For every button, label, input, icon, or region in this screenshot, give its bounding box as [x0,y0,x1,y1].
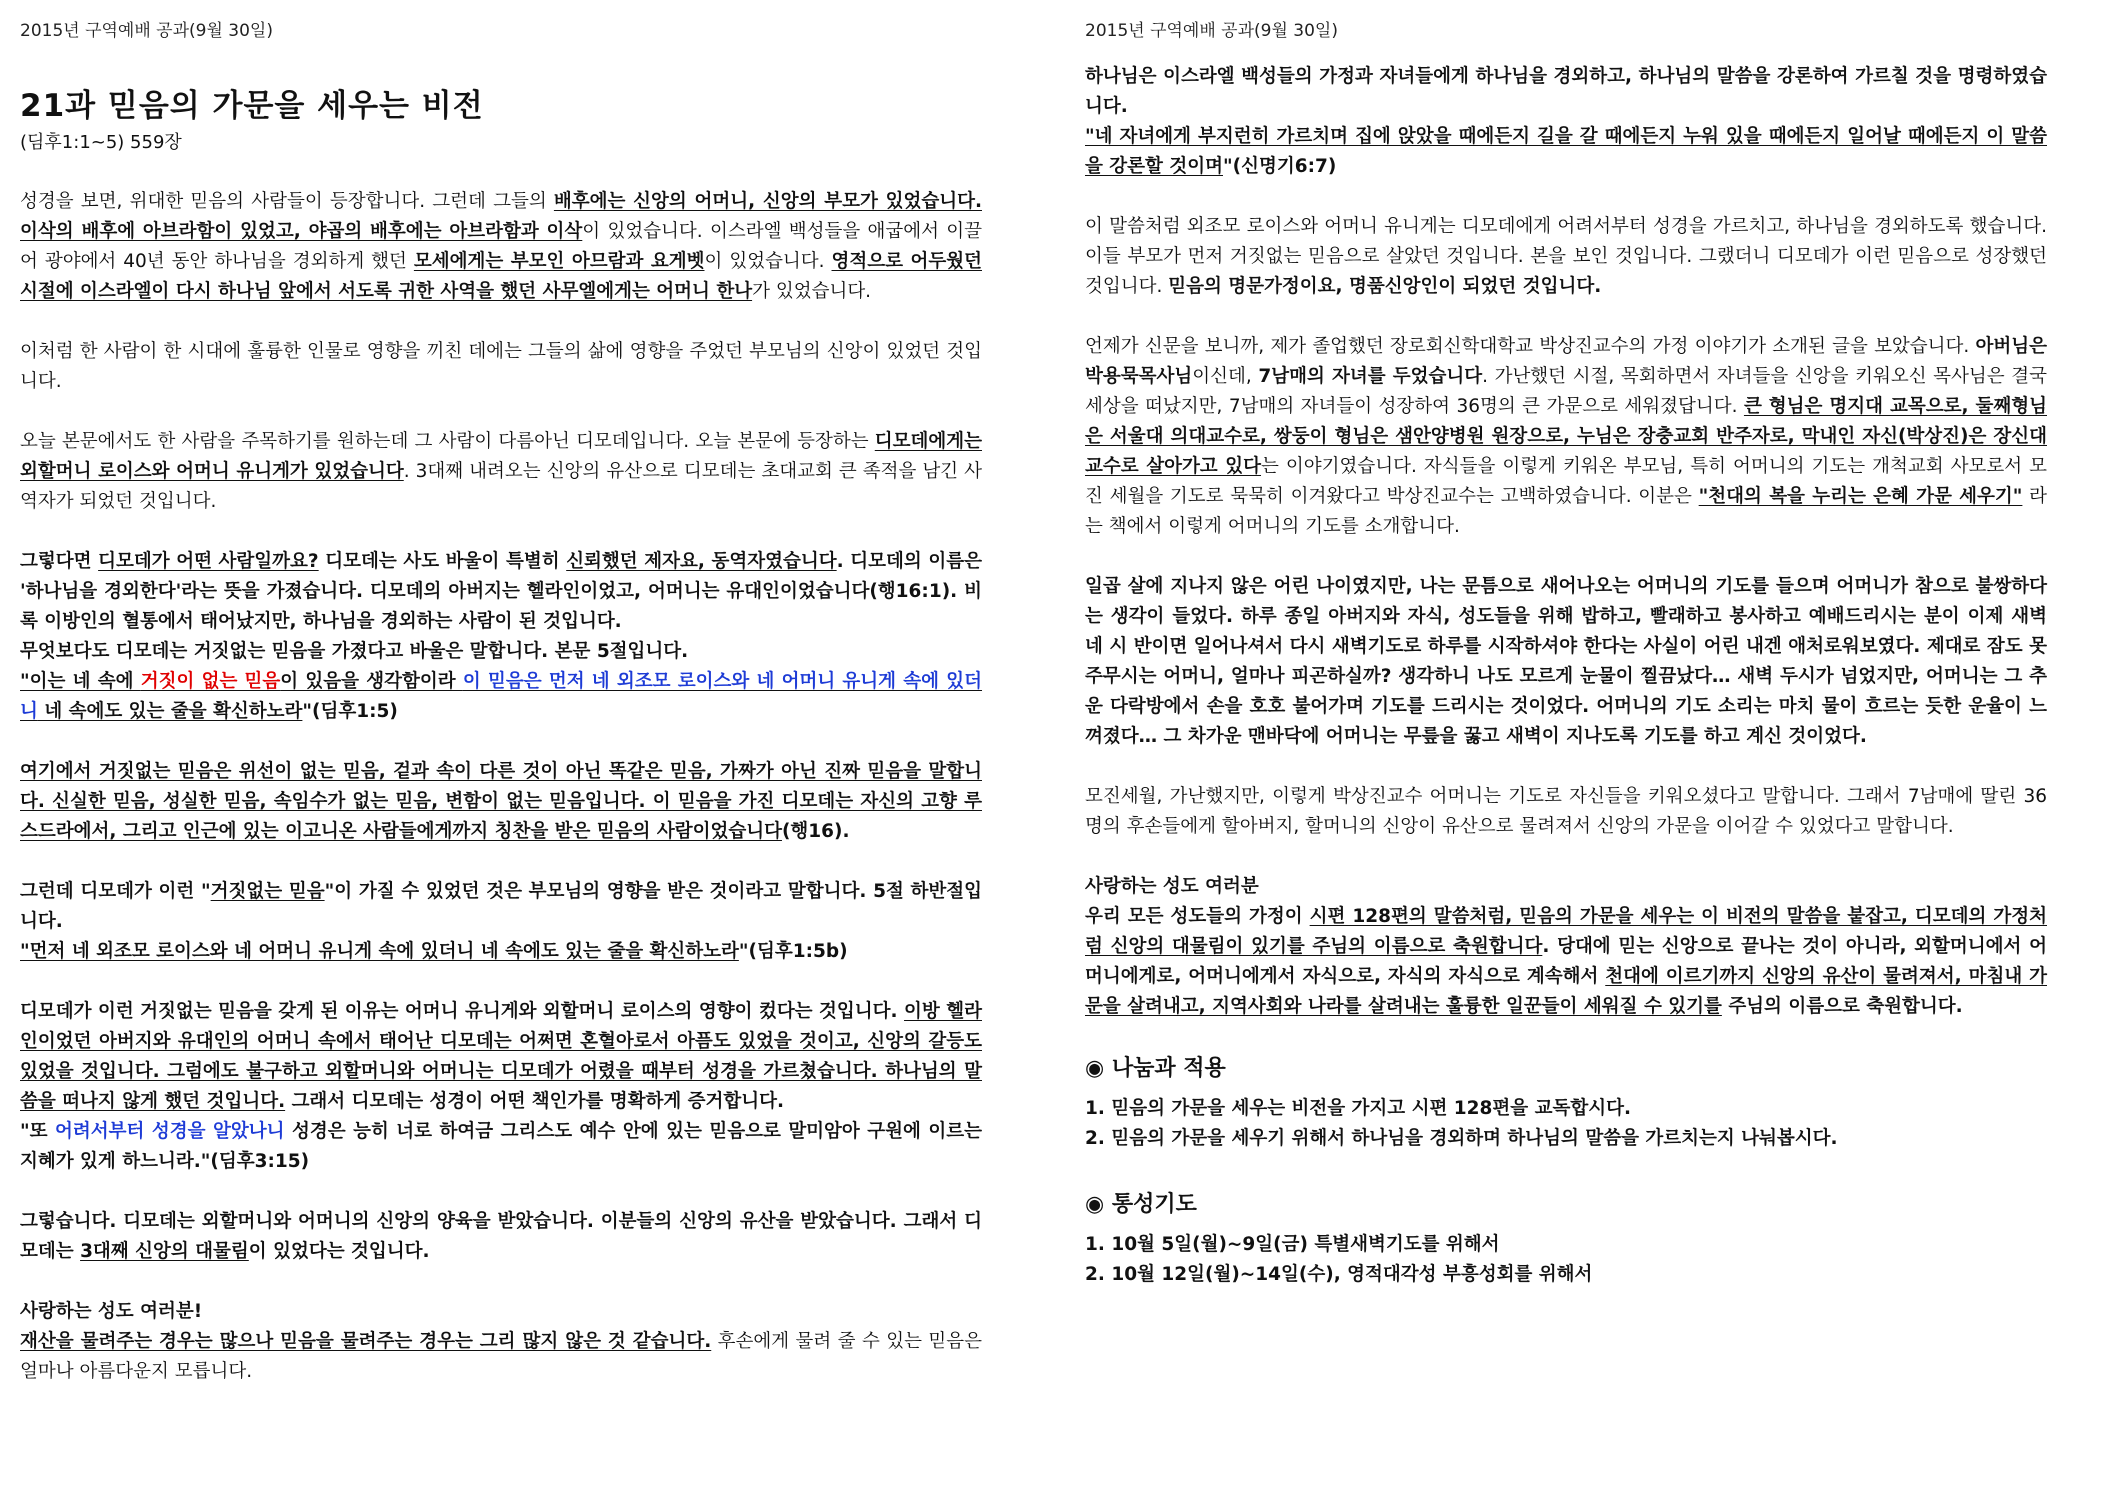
text: . 가난했던 시절, 목회하면서 자녀들을 신앙을 키워오신 목사님은 결국 세상을 떠났지만, 7남매의 자녀들이 성장하여 36명의 큰 가문으로 세워졌답니다. [1085,366,2047,417]
paragraph-2: 이처럼 한 사람이 한 시대에 훌륭한 인물로 영향을 끼친 데에는 그들의 삶에 영향을 주었던 부모님의 신앙이 있었던 것입니다. [20,341,982,392]
sharing-item: 2. 믿음의 가문을 세우기 위해서 하나님을 경외하며 하나님의 말씀을 가르치는지 나눠봅시다. [1085,1128,1838,1149]
text-emphasis: 모세에게는 부모인 아므람과 요게벳 [413,251,705,272]
text-emphasis: 영적으로 어두웠던 시절에 이스라엘이 다시 하나님 앞에서 서도록 귀한 사역을 했던 사무엘에게는 어머니 한나 [20,251,982,302]
paragraph-intro [20,187,982,307]
text: 성경은 능히 너로 하여금 그리스도 예수 안에 있는 믿음으로 말미암아 구원에 이르는 지혜가 있게 하느니라."(딤후3:15) [20,1121,983,1172]
text-blue: 이 믿음은 먼저 네 외조모 로이스와 네 어머니 유니게 속에 있더니 [20,671,983,722]
scripture-reference: (딤후1:1~5) 559장 [20,132,182,153]
text: 오늘 본문에서도 한 사람을 주목하기를 원하는데 그 사람이 다름아닌 디모데입니다. 오늘 본문에 등장하는 [20,431,875,452]
text: 후손에게 물려 줄 수 있는 믿음은 얼마나 아름다운지 모릅니다. [20,1331,982,1382]
text: 언제가 신문을 보니까, 제가 졸업했던 장로회신학대학교 박상진교수의 가정 이야기가 소개된 글을 보았습니다. [1085,336,1976,357]
right-body [1085,62,2047,1290]
text: 는 이야기였습니다. 자식들을 이렇게 키워온 부모님, 특히 어머니의 기도는 개척교회 사모로서 모진 세월을 기도로 묵묵히 이겨왔다고 박상진교수는 고백하였습니다. 이분은 [1085,456,2047,507]
text: . 3대째 내려오는 신앙의 유산으로 디모데는 초대교회 큰 족적을 남긴 사역자가 되었던 것입니다. [20,461,982,512]
text-red: 거짓이 없는 믿음 [140,671,281,692]
paragraph-2 [1085,212,2047,302]
scripture-quote: "네 자녀에게 부지런히 가르치며 집에 앉았을 때에든지 길을 갈 때에든지 누워 있을 때에든지 일어날 때에든지 이 말씀을 강론할 것이며 [1085,126,2047,177]
lesson-title: 21과 믿음의 가문을 세우는 비전 [20,88,484,124]
text: 디모데는 사도 바울이 특별히 [318,551,567,572]
text: 그런데 디모데가 이런 " [20,881,211,902]
text: "또 [20,1121,56,1142]
text-emphasis: 7남매의 자녀를 두었습니다 [1258,366,1483,387]
page-header: 2015년 구역예배 공과(9월 30일) [1085,21,1338,41]
text: 사랑하는 성도 여러분! [20,1301,203,1322]
paragraph-3 [1085,332,2047,542]
text-blue: 어려서부터 성경을 알았나니 [55,1121,285,1142]
text-emphasis: 아버님은 박용묵목사님 [1085,336,2047,387]
right-page [1085,0,2085,1488]
paragraph-6 [20,877,982,967]
book-title: "천대의 복을 누리는 은혜 가문 세우기" [1698,486,2023,507]
paragraph-1 [1085,62,2047,182]
text: 이 있었습니다. [704,251,832,272]
text: 가 있었습니다. [752,281,872,302]
text: 사랑하는 성도 여러분 [1085,876,1259,897]
paragraph-4: 일곱 살에 지나지 않은 어린 나이였지만, 나는 문틈으로 새어나오는 어머니의 기도를 들으며 어머니가 참으로 불쌍하다는 생각이 들었다. 하루 종일 아버지와 자식, 성도들을 위해 밥하고, 빨래하고 봉사하고 예배드리시는 분이 이제 새벽 네 시 반이면 일어나셔서 다시 새벽기도로 하루를 시작하셔야 한다는 사실이 어린 내겐 애처로워보였다. 제대로 잠도 못 주무시는 어머니, 얼마나 피곤하실까? 생각하니 나도 모르게 눈물이 찔끔났다… 새벽 두시가 넘었지만, 어머니는 그 추운 다락방에서 손을 호호 불어가며 기도를 드리시는 것이었다. 어머니의 기도 소리는 마치 물이 흐르는 듯한 운율이 느껴졌다… 그 차가운 맨바닥에 어머니는 무릎을 꿇고 새벽이 지나도록 기도를 하고 계신 것이었다. [1085,576,2047,747]
text-emphasis: 믿음의 명문가정이요, 명품신앙인이 되었던 것입니다. [1168,276,1602,297]
text-emphasis: 천대에 이르기까지 신앙의 유산이 물려져서, 마침내 가문을 살려내고, 지역사회와 나라를 살려내는 훌륭한 일꾼들이 세워질 수 있기를 [1085,966,2047,1017]
text: "(딤후1:5b) [738,941,848,962]
paragraph-4 [20,547,982,727]
paragraph-6 [1085,872,2047,1022]
text: "(딤후1:5) [302,701,398,722]
text-emphasis: 이삭의 배후에 아브라함이 있었고, 야곱의 배후에는 아브라함과 이삭 [20,221,583,242]
text: . 디모데의 이름은 '하나님을 경외한다'라는 뜻을 가졌습니다. 디모데의 아버지는 헬라인이었고, 어머니는 유대인이었습니다(행16:1). 비록 이방인의 혈통에서 태어났지만, 하나님을 경외하는 사람이 된 것입니다. [20,551,982,632]
text: "이 가질 수 있었던 것은 부모님의 영향을 받은 것이라고 말합니다. 5절 하반절입니다. [20,881,983,932]
text: 주님의 이름으로 축원합니다. [1721,996,1963,1017]
text: 이신데, [1192,366,1259,387]
text-emphasis: 큰 형님은 명지대 교목으로, 둘째형님은 서울대 의대교수로, 쌍둥이 형님은 샘안양병원 원장으로, 누님은 장충교회 반주자로, 막내인 자신(박상진)은 장신대 교수로 살아가고 있다 [1085,396,2047,477]
text-emphasis: 디모데에게는 외할머니 로이스와 어머니 유니게가 있었습니다 [20,431,982,482]
sharing-heading: ◉ 나눔과 적용 [1085,1056,1226,1081]
sharing-item: 1. 믿음의 가문을 세우는 비전을 가지고 시편 128편을 교독합시다. [1085,1098,1631,1119]
text-emphasis: 신뢰했던 제자요, 동역자였습니다 [566,551,837,572]
scripture-quote: "먼저 네 외조모 로이스와 네 어머니 유니게 속에 있더니 네 속에도 있는 줄을 확신하노라 [20,941,739,962]
scripture-quote [20,671,982,722]
page-header: 2015년 구역예배 공과(9월 30일) [20,21,273,41]
text: "이는 네 속에 [20,671,141,692]
text-emphasis: 배후에는 신앙의 어머니, 신앙의 부모가 있었습니다. [553,191,982,212]
text: 무엇보다도 디모데는 거짓없는 믿음을 가졌다고 바울은 말합니다. 본문 5절입니다. [20,641,689,662]
text: . 당대에 믿는 신앙으로 끝나는 것이 아니라, 외할머니에서 어머니에게로, 어머니에게서 자식으로, 자식의 자식으로 계속해서 [1085,936,2047,987]
text: 그렇습니다. 디모데는 외할머니와 어머니의 신앙의 양육을 받았습니다. 이분들의 신앙의 유산을 받았습니다. 그래서 디모데는 [20,1211,982,1262]
left-page [20,0,1020,1488]
left-body [20,187,982,1417]
text-emphasis: 디모데가 어떤 사람일까요? [98,551,319,572]
prayer-item: 2. 10월 12일(월)~14일(수), 영적대각성 부흥성회를 위해서 [1085,1264,1593,1285]
text-emphasis: 시편 128편의 말씀처럼, 믿음의 가문을 세우는 이 비전의 말씀을 붙잡고, 디모데의 가정처럼 신앙의 대물림이 있기를 주님의 이름으로 축원합니다 [1085,906,2047,957]
prayer-item: 1. 10월 5일(월)~9일(금) 특별새벽기도를 위해서 [1085,1234,1500,1255]
text-emphasis: 재산을 물려주는 경우는 많으나 믿음을 물려주는 경우는 그리 많지 않은 것 같습니다. [20,1331,712,1352]
spacer [1085,1154,2047,1176]
text: 네 속에도 있는 줄을 확신하노라 [37,701,303,722]
text: 이 있었습니다. 이스라엘 백성들을 애굽에서 이끌어 광야에서 40년 동안 하나님을 경외하게 했던 [20,221,982,272]
prayer-heading: ◉ 통성기도 [1085,1192,1197,1217]
paragraph-3 [20,427,982,517]
text: 그렇다면 [20,551,99,572]
text: 성경을 보면, 위대한 믿음의 사람들이 등장합니다. 그런데 그들의 [20,191,554,212]
text: 그래서 디모데는 성경이 어떤 책인가를 명확하게 증거합니다. [285,1091,785,1112]
text: 디모데가 이런 거짓없는 믿음을 갖게 된 이유는 어머니 유니게와 외할머니 로이스의 영향이 컸다는 것입니다. [20,1001,905,1022]
text: 이 말씀처럼 외조모 로이스와 어머니 유니게는 디모데에게 어려서부터 성경을 가르치고, 하나님을 경외하도록 했습니다. 이들 부모가 먼저 거짓없는 믿음으로 살았던 것입니다. 본을 보인 것입니다. 그랬더니 디모데가 이런 믿음으로 성장했던 것입니다. [1085,216,2047,297]
text: 하나님은 이스라엘 백성들의 가정과 자녀들에게 하나님을 경외하고, 하나님의 말씀을 강론하여 가르칠 것을 명령하였습니다. [1085,66,2047,117]
text-emphasis: 3대째 신앙의 대물림 [80,1241,249,1262]
text: 라는 책에서 이렇게 어머니의 기도를 소개합니다. [1085,486,2047,537]
text-emphasis: 이방 헬라인이었던 아버지와 유대인의 어머니 속에서 태어난 디모데는 어쩌면 혼혈아로서 아픔도 있었을 것이고, 신앙의 갈등도 있었을 것입니다. 그럼에도 불구하고 외할머니와 어머니는 디모데가 어렸을 때부터 성경을 가르쳤습니다. 하나님의 말씀을 떠나지 않게 했던 것입니다. [20,1001,982,1112]
text: 이 있었다는 것입니다. [248,1241,430,1262]
paragraph-9 [20,1297,982,1387]
paragraph-7 [20,997,982,1177]
text: (행16). [781,821,850,842]
paragraph-8 [20,1207,982,1267]
text-emphasis: 거짓없는 믿음 [210,881,325,902]
paragraph-5: 모진세월, 가난했지만, 이렇게 박상진교수 어머니는 기도로 자신들을 키워오셨다고 말합니다. 그래서 7남매에 딸린 36명의 후손들에게 할아버지, 할머니의 신앙이 유산으로 물려져서 신앙의 가문을 이어갈 수 있었다고 말합니다. [1085,786,2047,837]
text: "(신명기6:7) [1222,156,1337,177]
text: 우리 모든 성도들의 가정이 [1085,906,1310,927]
text-emphasis: 여기에서 거짓없는 믿음은 위선이 없는 믿음, 겉과 속이 다른 것이 아닌 똑같은 믿음, 가짜가 아닌 진짜 믿음을 말합니다. 신실한 믿음, 성실한 믿음, 속임수가 없는 믿음, 변함이 없는 믿음입니다. 이 믿음을 가진 디모데는 자신의 고향 루스드라에서, 그리고 인근에 있는 이고니온 사람들에게까지 칭찬을 받은 믿음의 사람이었습니다 [20,761,982,842]
paragraph-5 [20,757,982,847]
text: 이 있음을 생각함이라 [280,671,463,692]
